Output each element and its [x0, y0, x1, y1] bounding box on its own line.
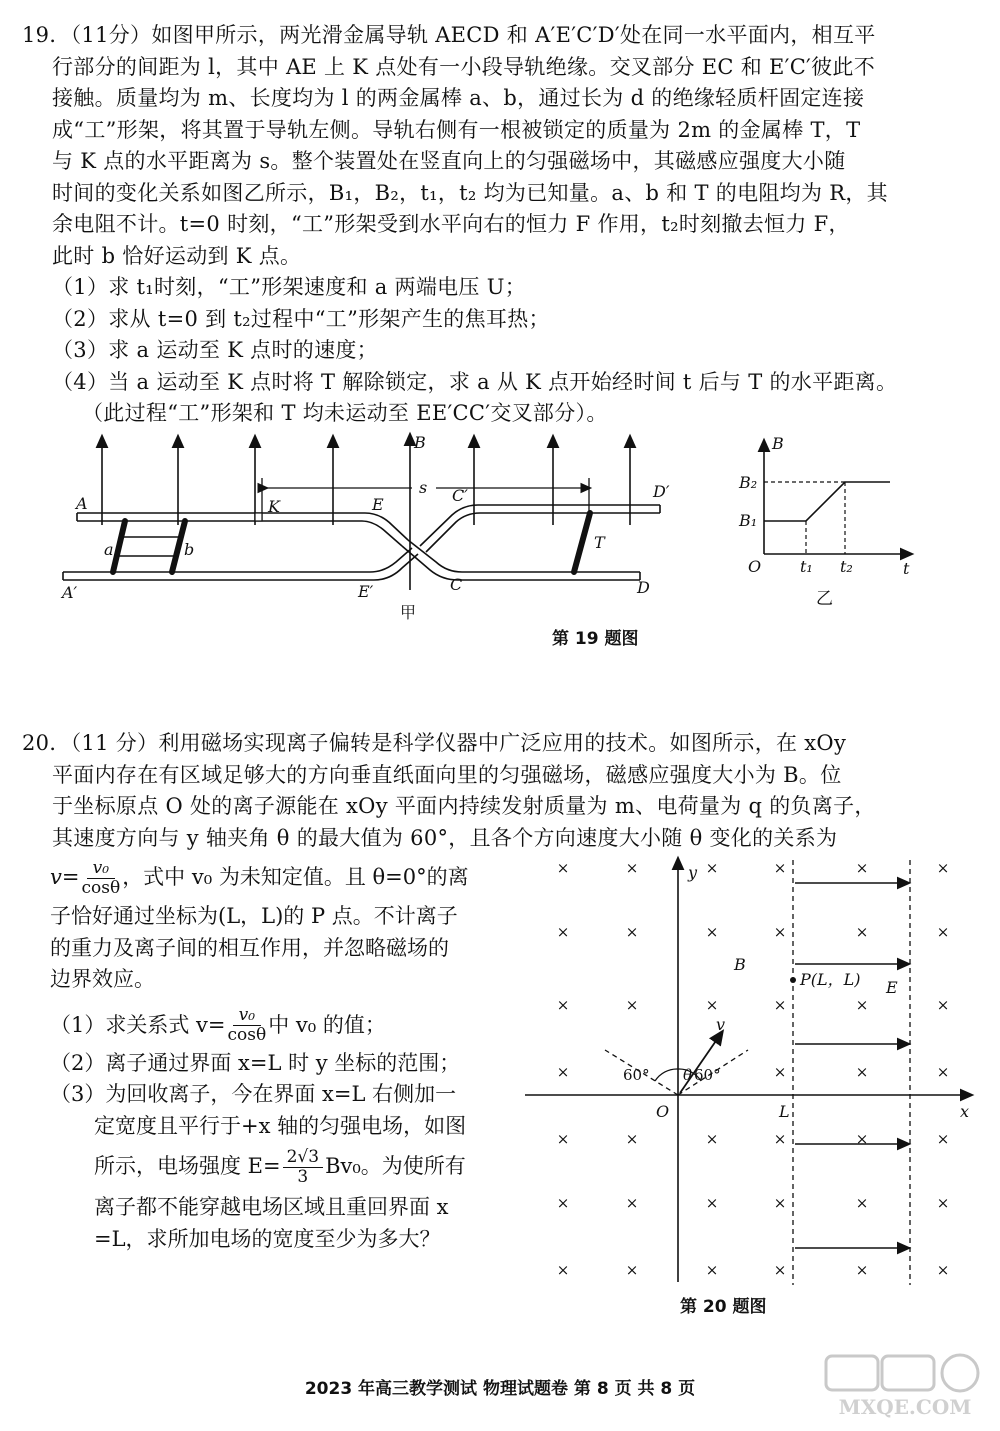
q20-line: 平面内存在有区域足够大的方向垂直纸面向里的匀强磁场，磁感应强度大小为 B。位	[52, 762, 842, 787]
q19-figure-jia	[50, 428, 690, 628]
q19-subquestion-4-note: （此过程“工”形架和 T 均未运动至 EE′CC′交叉部分）。	[82, 401, 608, 425]
field-cross-mark: ×	[855, 1261, 869, 1279]
field-cross-mark: ×	[936, 1261, 950, 1279]
field-cross-mark: ×	[556, 1130, 570, 1148]
q20-subquestion-3-line: =L，求所加电场的宽度至少为多大？	[94, 1226, 441, 1251]
field-cross-mark: ×	[855, 1130, 869, 1148]
q20-subquestion-1	[50, 1004, 510, 1048]
q20-figure-caption: 第 20 题图	[680, 1297, 767, 1317]
q19-figure-yi	[730, 428, 920, 628]
q20-q1-denominator: cosθ	[227, 1025, 267, 1045]
field-cross-mark: ×	[855, 1063, 869, 1081]
field-cross-mark: ×	[705, 923, 719, 941]
field-cross-mark: ×	[705, 996, 719, 1014]
label-E-prime: E′	[358, 582, 374, 601]
field-cross-mark: ×	[556, 859, 570, 877]
label-T: T	[594, 533, 605, 552]
q20-col-line: 的重力及离子间的相互作用，并忽略磁场的	[50, 935, 449, 960]
field-cross-mark: ×	[705, 1194, 719, 1212]
q19-line: 余电阻不计。t=0 时刻，“工”形架受到水平向右的恒力 F 作用，t₂时刻撤去恒力 F，	[52, 212, 850, 236]
label-D: D	[637, 578, 650, 597]
field-cross-mark: ×	[936, 923, 950, 941]
field-cross-mark: ×	[625, 1194, 639, 1212]
q20-field-fraction	[283, 1148, 323, 1187]
figure-sublabel-yi: 乙	[816, 589, 833, 609]
q20-q1-pre: （1）求关系式 v=	[50, 1012, 226, 1037]
formula-fraction	[81, 859, 120, 898]
velocity-formula	[50, 855, 510, 901]
q19-line: 时间的变化关系如图乙所示，B₁，B₂，t₁，t₂ 均为已知量。a、b 和 T 的电阻均为 R，其	[52, 180, 888, 205]
q20-q1-numerator: v₀	[233, 1006, 261, 1026]
graph-label-t2: t₂	[840, 557, 853, 576]
fig20-label-v: v	[716, 1015, 726, 1034]
q20-col-line: 边界效应。	[50, 967, 155, 991]
q19-subquestion-3: （3）求 a 运动至 K 点时的速度；	[52, 338, 378, 362]
field-cross-mark: ×	[556, 996, 570, 1014]
field-cross-mark: ×	[936, 1130, 950, 1148]
graph-label-B2: B₂	[739, 473, 758, 492]
field-cross-mark: ×	[773, 1130, 787, 1148]
field-cross-mark: ×	[556, 1063, 570, 1081]
graph-label-t: t	[903, 559, 910, 578]
fig20-angle-right: 60°	[694, 1066, 721, 1084]
q20-left-column	[50, 855, 510, 1255]
field-cross-mark: ×	[936, 1194, 950, 1212]
watermark-logo	[820, 1350, 990, 1420]
field-cross-mark: ×	[773, 1194, 787, 1212]
q20-line: 其速度方向与 y 轴夹角 θ 的最大值为 60°，且各个方向速度大小随 θ 变化的关系为	[52, 825, 838, 850]
q19-line: 此时 b 恰好运动到 K 点。	[52, 243, 302, 268]
q19-line: 成“工”形架，将其置于导轨左侧。导轨右侧有一根被锁定的质量为 2m 的金属棒 T，T	[52, 117, 861, 142]
q20-col-line: 子恰好通过坐标为(L，L)的 P 点。不计离子	[50, 904, 458, 928]
q20-line: 于坐标原点 O 处的离子源能在 xOy 平面内持续发射质量为 m、电荷量为 q 的负离子，	[52, 794, 876, 818]
field-cross-mark: ×	[773, 1063, 787, 1081]
q20-q1-post: 中 v₀ 的值；	[268, 1012, 386, 1037]
field-cross-mark: ×	[705, 1130, 719, 1148]
field-cross-mark: ×	[936, 1063, 950, 1081]
field-cross-mark: ×	[556, 1261, 570, 1279]
label-b: b	[184, 540, 195, 559]
label-C-prime: C′	[452, 486, 468, 505]
field-cross-mark: ×	[625, 1261, 639, 1279]
svg-text:MXQE.COM: MXQE.COM	[838, 1395, 972, 1419]
q20-stem	[22, 728, 972, 854]
label-B: B	[414, 433, 426, 452]
q19-subquestion-2: （2）求从 t=0 到 t₂过程中“工”形架产生的焦耳热；	[52, 306, 550, 331]
fig20-label-B: B	[734, 955, 746, 974]
q19-subquestion-4: （4）当 a 运动至 K 点时将 T 解除锁定，求 a 从 K 点开始经时间 t 后与 T 的水平距离。	[52, 369, 898, 394]
label-D-prime: D′	[653, 482, 670, 501]
q20-subquestion-3: （3）为回收离子，今在界面 x=L 右侧加一	[50, 1082, 457, 1106]
field-cross-mark: ×	[936, 996, 950, 1014]
graph-label-B: B	[772, 434, 784, 453]
field-cross-mark: ×	[625, 996, 639, 1014]
field-cross-mark: ×	[855, 1194, 869, 1212]
q19-figure-caption: 第 19 题图	[552, 629, 639, 649]
field-cross-mark: ×	[773, 1261, 787, 1279]
q20-subquestion-3-line: 定宽度且平行于+x 轴的匀强电场，如图	[94, 1113, 467, 1138]
graph-label-O: O	[748, 557, 762, 576]
fig20-label-theta: θ	[683, 1066, 693, 1084]
field-cross-mark: ×	[705, 1261, 719, 1279]
formula-tail: ，式中 v₀ 为未知定值。且 θ=0°的离	[122, 865, 469, 890]
label-E: E	[372, 495, 384, 514]
label-A: A	[76, 494, 88, 513]
field-cross-mark: ×	[556, 923, 570, 941]
field-cross-mark: ×	[855, 859, 869, 877]
q20-field-denominator: 3	[297, 1166, 309, 1187]
formula-denominator: cosθ	[81, 877, 121, 898]
q20-field-numerator: 2√3	[283, 1148, 323, 1168]
field-cross-mark: ×	[773, 996, 787, 1014]
field-cross-mark: ×	[625, 923, 639, 941]
q20-line: 20．（11 分）利用磁场实现离子偏转是科学仪器中广泛应用的技术。如图所示，在 xOy	[22, 731, 847, 755]
q19-subquestion-1: （1）求 t₁时刻，“工”形架速度和 a 两端电压 U；	[52, 275, 527, 299]
field-cross-mark: ×	[855, 996, 869, 1014]
formula-lhs: v=	[50, 865, 80, 890]
q20-field-post: Bv₀。为使所有	[325, 1154, 466, 1179]
q20-q1-fraction	[228, 1006, 267, 1045]
q20-field-formula	[50, 1142, 510, 1192]
figure-sublabel-jia: 甲	[400, 603, 417, 622]
fig20-angle-left: 60°	[623, 1066, 650, 1084]
graph-label-t1: t₁	[800, 557, 813, 576]
q19-line: 行部分的间距为 l，其中 AE 上 K 点处有一小段导轨绝缘。交叉部分 EC 和 E′C′彼此不	[52, 54, 876, 79]
field-cross-mark: ×	[625, 859, 639, 877]
q20-field-pre: 所示，电场强度 E=	[94, 1154, 281, 1179]
q20-subquestion-3-line: 离子都不能穿越电场区域且重回界面 x	[94, 1195, 449, 1219]
field-cross-mark: ×	[855, 923, 869, 941]
fig20-label-y: y	[688, 863, 698, 882]
label-C: C	[450, 575, 463, 594]
label-A-prime: A′	[62, 583, 78, 602]
fig20-label-O: O	[656, 1102, 670, 1121]
label-K: K	[268, 497, 280, 516]
field-cross-mark: ×	[625, 1130, 639, 1148]
field-cross-mark: ×	[773, 859, 787, 877]
page-footer: 2023 年高三教学测试 物理试题卷 第 8 页 共 8 页	[304, 1379, 696, 1399]
fig20-label-E: E	[886, 978, 898, 997]
label-s: s	[419, 478, 428, 497]
q20-figure	[520, 855, 990, 1290]
field-cross-mark: ×	[556, 1194, 570, 1212]
q19-line: 接触。质量均为 m、长度均为 l 的两金属棒 a、b，通过长为 d 的绝缘轻质杆固定连接	[52, 86, 865, 110]
field-cross-mark: ×	[705, 859, 719, 877]
field-cross-mark: ×	[773, 923, 787, 941]
q19-line: 与 K 点的水平距离为 s。整个装置处在竖直向上的匀强磁场中，其磁感应强度大小随	[52, 149, 846, 173]
q20-subquestion-2: （2）离子通过界面 x=L 时 y 坐标的范围；	[50, 1050, 461, 1075]
q19-line: 19．（11分）如图甲所示，两光滑金属导轨 AECD 和 A′E′C′D′处在同一水平面内，相互平	[22, 23, 876, 47]
q19-stem	[22, 20, 972, 430]
fig20-label-x: x	[960, 1102, 970, 1121]
fig20-label-P: P(L，L)	[800, 970, 861, 989]
label-a: a	[104, 540, 114, 559]
formula-numerator: v₀	[87, 859, 115, 879]
fig20-label-L: L	[779, 1102, 790, 1121]
graph-label-B1: B₁	[739, 511, 758, 530]
field-cross-mark: ×	[936, 859, 950, 877]
